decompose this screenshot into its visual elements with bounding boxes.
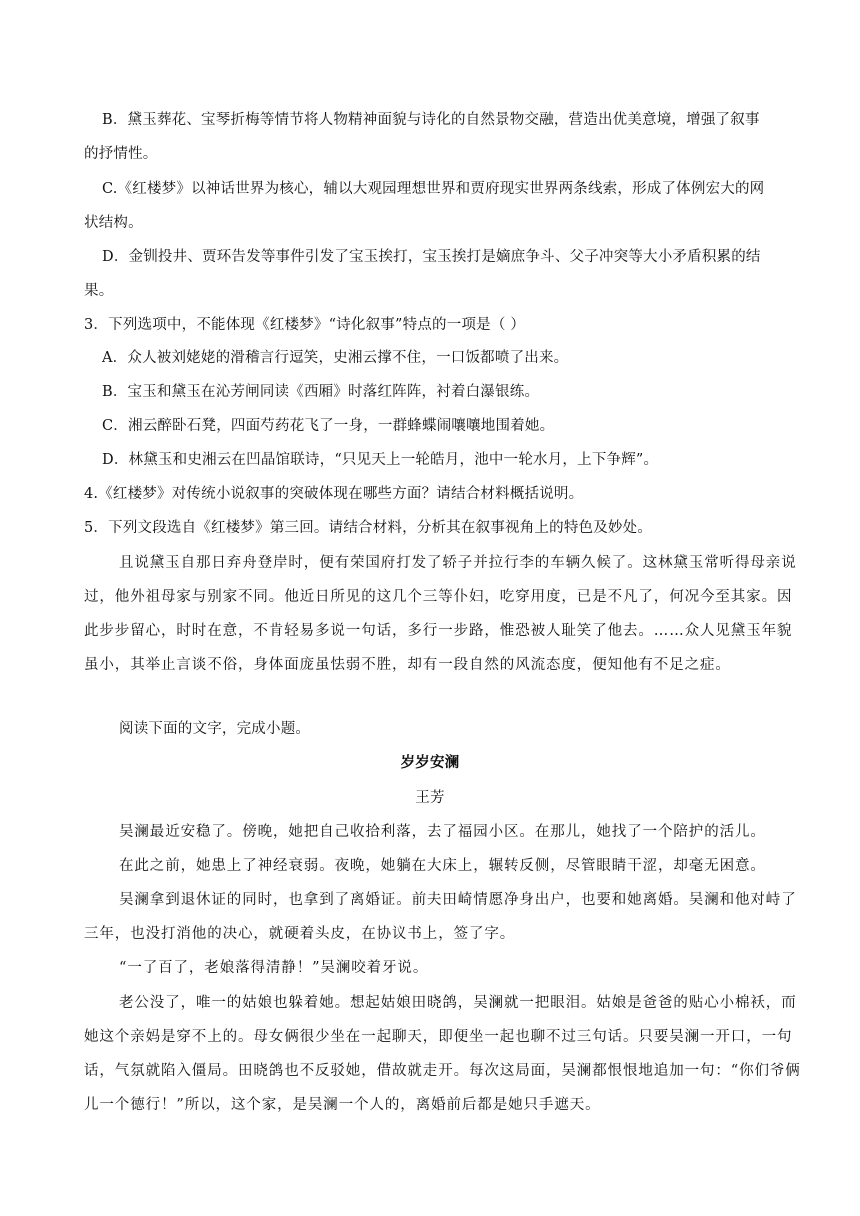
story-title: 岁岁安澜 bbox=[400, 754, 460, 771]
excerpt-line-1: 且说黛玉自那日弃舟登岸时，便有荣国府打发了轿子并拉行李的车辆久候了。这林黛玉常听得母亲说 bbox=[119, 555, 797, 571]
excerpt-line-3: 此步步留心，时时在意，不肯轻易多说一句话，多行一步路，惟恐被人耻笑了他去。……众人见黛玉年貌 bbox=[84, 623, 793, 639]
story-author: 王芳 bbox=[415, 790, 445, 806]
q3-stem: 3．下列选项中，不能体现《红楼梦》“诗化叙事”特点的一项是（ ） bbox=[84, 317, 526, 333]
q2-option-c-line1: C.《红楼梦》以神话世界为核心，辅以大观园理想世界和贾府现实世界两条线索，形成了体例宏大的网 bbox=[102, 181, 765, 197]
q5-stem: 5．下列文段选自《红楼梦》第三回。请结合材料，分析其在叙事视角上的特色及妙处。 bbox=[84, 520, 653, 536]
story-paragraph-2: 在此之前，她患上了神经衰弱。夜晚，她躺在大床上，辗转反侧，尽管眼睛干涩，却毫无困意。 bbox=[119, 858, 766, 874]
excerpt-line-4: 虽小，其举止言谈不俗，身体面庞虽怯弱不胜，却有一段自然的风流态度，便知他有不足之症。 bbox=[84, 657, 731, 673]
q4-stem: 4.《红楼梦》对传统小说叙事的突破体现在哪些方面？请结合材料概括说明。 bbox=[84, 486, 584, 502]
q2-option-b-line2: 的抒情性。 bbox=[84, 146, 158, 162]
q3-option-b: B．宝玉和黛玉在沁芳闸同读《西厢》时落红阵阵，衬着白瀑银练。 bbox=[102, 384, 540, 400]
story-paragraph-3-line-1: 吴澜拿到退休证的同时，也拿到了离婚证。前夫田崎情愿净身出户，也要和她离婚。吴澜和他对峙了 bbox=[119, 892, 797, 908]
q2-option-c-line2: 状结构。 bbox=[84, 215, 143, 231]
q2-option-b-line1: B．黛玉葬花、宝琴折梅等情节将人物精神面貌与诗化的自然景物交融，营造出优美意境，增强了叙事 bbox=[102, 112, 760, 128]
q3-option-a: A．众人被刘姥姥的滑稽言行逗笑，史湘云撑不住，一口饭都喷了出来。 bbox=[102, 350, 569, 366]
excerpt-line-2: 过，他外祖母家与别家不同。他近日所见的这几个三等仆妇，吃穿用度，已是不凡了，何况今至其家。因 bbox=[84, 589, 793, 605]
story-paragraph-4: “一了百了，老娘落得清静！”吴澜咬着牙说。 bbox=[119, 960, 429, 976]
q2-option-d-line1: D．金钏投井、贾环告发等事件引发了宝玉挨打，宝玉挨打是嫡庶争斗、父子冲突等大小矛盾积累的结 bbox=[102, 249, 761, 265]
q2-option-d-line2: 果。 bbox=[84, 283, 114, 299]
story-paragraph-1: 吴澜最近安稳了。傍晚，她把自己收拾利落，去了福园小区。在那儿，她找了一个陪护的活儿。 bbox=[119, 824, 766, 840]
story-paragraph-5-line-1: 老公没了，唯一的姑娘也躲着她。想起姑娘田晓鸽，吴澜就一把眼泪。姑娘是爸爸的贴心小棉袄，而 bbox=[119, 995, 797, 1011]
q3-option-d: D．林黛玉和史湘云在凹晶馆联诗，“只见天上一轮皓月，池中一轮水月，上下争辉”。 bbox=[102, 452, 659, 468]
story-paragraph-5-line-2: 她这个亲妈是穿不上的。母女俩很少坐在一起聊天，即便坐一起也聊不过三句话。只要吴澜一开口，一句 bbox=[84, 1029, 793, 1045]
reading-intro: 阅读下面的文字，完成小题。 bbox=[119, 721, 311, 737]
story-paragraph-5-line-4: 儿一个德行！”所以，这个家，是吴澜一个人的，离婚前后都是她只手遮天。 bbox=[84, 1097, 601, 1113]
story-paragraph-3-line-2: 三年，也没打消他的决心，就硬着头皮，在协议书上，签了字。 bbox=[84, 926, 516, 942]
story-paragraph-5-line-3: 话，气氛就陷入僵局。田晓鸽也不反驳她，借故就走开。每次这局面，吴澜都恨恨地追加一句：“你们爷俩 bbox=[84, 1063, 801, 1079]
q3-option-c: C．湘云醉卧石凳，四面芍药花飞了一身，一群蜂蝶闹嚷嚷地围着她。 bbox=[102, 418, 555, 434]
